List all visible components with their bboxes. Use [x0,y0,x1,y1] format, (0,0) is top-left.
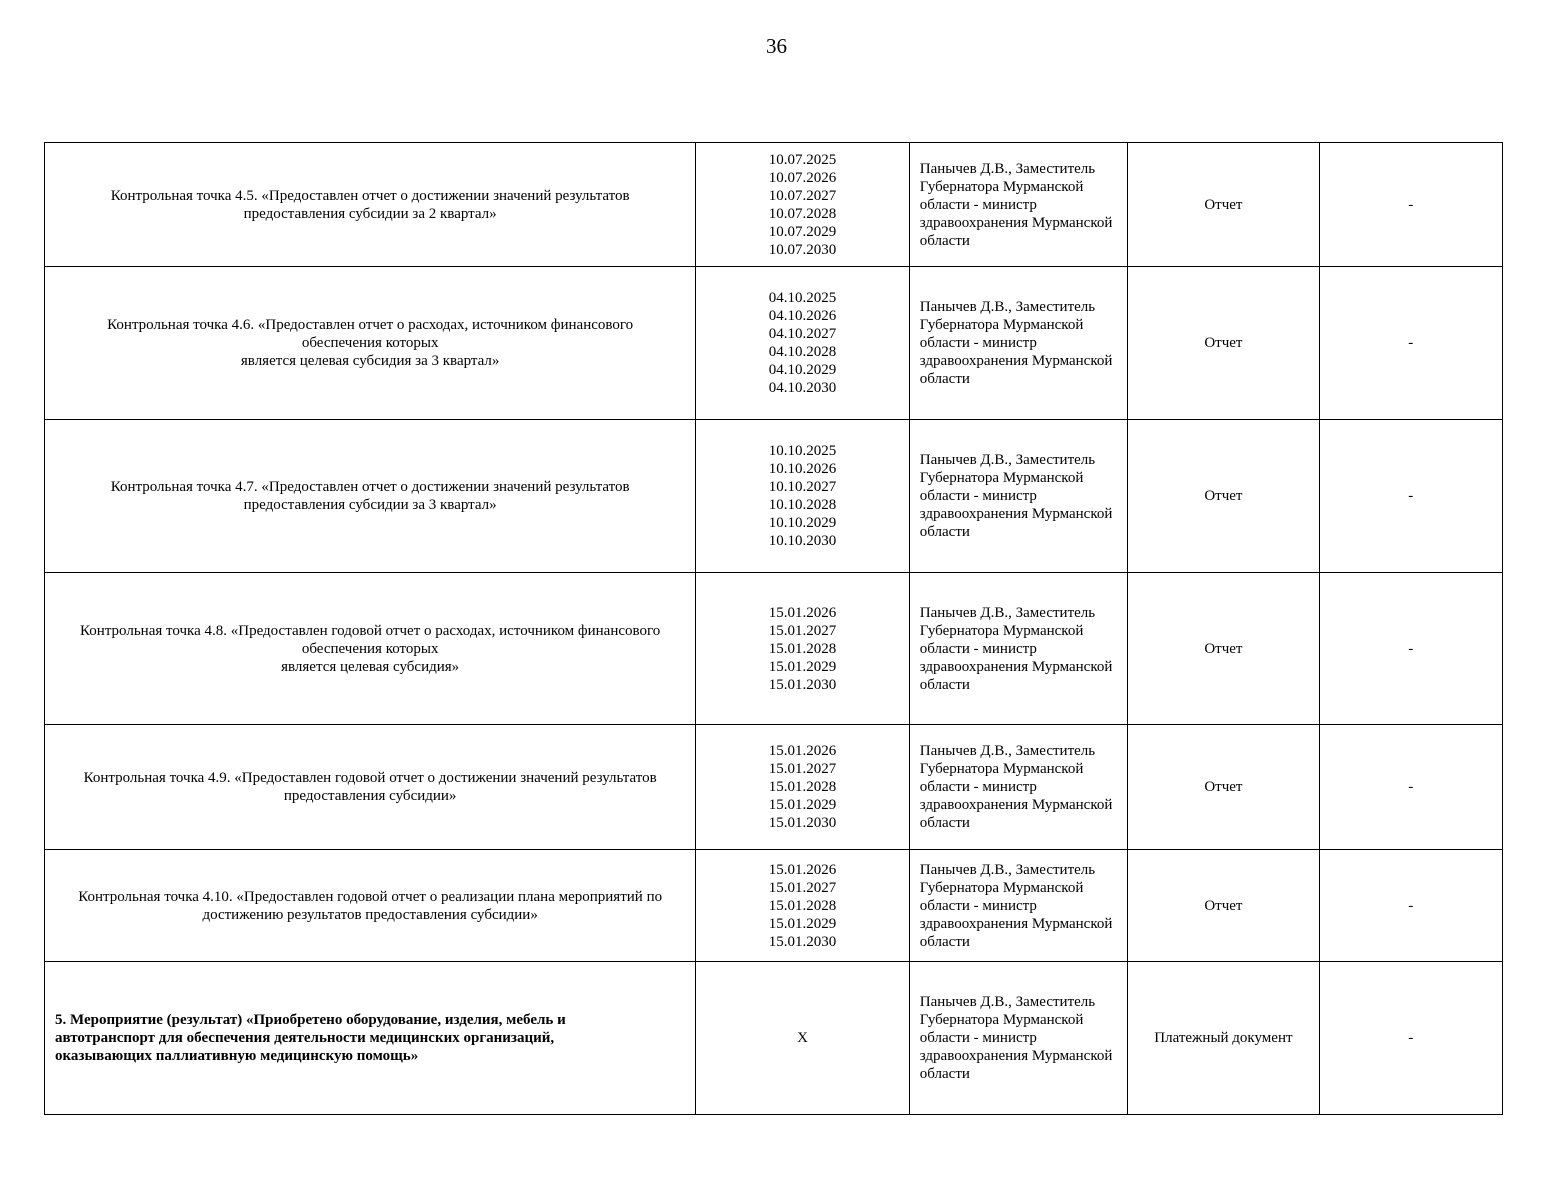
deadline-date: 10.07.2029 [768,223,837,240]
note-cell: - [1319,267,1502,420]
control-point-name-cell [45,725,696,850]
name-line: предоставления субсидии» [283,788,457,804]
deadline-date: 15.01.2027 [768,622,837,639]
event-title-cell [45,962,696,1115]
document-type-cell: Отчет [1128,573,1319,725]
deadline-date: 15.01.2026 [768,743,837,759]
deadline-dates-cell [696,267,909,420]
deadline-date: 10.07.2030 [768,241,837,258]
deadline-date: 10.10.2029 [768,515,837,531]
deadline-date: 10.07.2025 [768,151,837,168]
deadline-date: 04.10.2029 [768,362,837,378]
note-cell: - [1319,143,1502,267]
control-point-name-cell [45,573,696,725]
table-row [45,850,1503,962]
deadline-date: 10.10.2030 [768,533,837,549]
deadline-date: 10.10.2028 [768,497,837,513]
name-line: оказывающих паллиативную медицинскую помощь» [55,1048,419,1064]
deadline-date: 15.01.2028 [768,897,837,914]
control-point-name-cell [45,420,696,573]
deadline-dates-cell [696,573,909,725]
table-row [45,420,1503,573]
responsible-person-text: Панычев Д.В., Заместитель Губернатора Мурманской области - министр здравоохранения Мурманской области [919,299,1113,387]
responsible-person-cell [909,962,1127,1115]
responsible-person-text: Панычев Д.В., Заместитель Губернатора Мурманской области - министр здравоохранения Мурманской области [919,604,1113,693]
name-line: предоставления субсидии за 3 квартал» [243,497,497,513]
responsible-person-cell [909,725,1127,850]
deadline-date: 04.10.2028 [768,344,837,360]
deadline-date: 04.10.2026 [768,308,837,324]
deadline-date: 10.07.2026 [768,169,837,186]
deadline-date: 15.01.2028 [768,640,837,657]
name-line: Контрольная точка 4.6. «Предоставлен отчет о расходах, источником финансового [107,317,634,333]
name-line: Контрольная точка 4.7. «Предоставлен отчет о достижении значений результатов [110,479,630,495]
document-type-cell: Платежный документ [1128,962,1319,1115]
table-row [45,143,1503,267]
responsible-person-text: Панычев Д.В., Заместитель Губернатора Мурманской области - министр здравоохранения Мурманской области [919,452,1113,540]
responsible-person-text: Панычев Д.В., Заместитель Губернатора Мурманской области - министр здравоохранения Мурманской области [919,861,1113,950]
control-points-table [44,142,1503,1115]
responsible-person-cell [909,850,1127,962]
name-line: 5. Мероприятие (результат) «Приобретено оборудование, изделия, мебель и [55,1012,566,1028]
deadline-date: 04.10.2025 [768,290,837,306]
control-point-name-cell [45,267,696,420]
deadline-date: 15.01.2026 [768,861,837,878]
responsible-person-text: Панычев Д.В., Заместитель Губернатора Мурманской области - министр здравоохранения Мурманской области [919,743,1113,831]
responsible-person-cell [909,420,1127,573]
deadline-date: 10.07.2027 [768,187,837,204]
deadline-date: 15.01.2028 [768,779,837,795]
name-line: Контрольная точка 4.9. «Предоставлен годовой отчет о достижении значений результатов [83,770,657,786]
table-row [45,267,1503,420]
document-type-cell: Отчет [1128,143,1319,267]
name-line: Контрольная точка 4.8. «Предоставлен годовой отчет о расходах, источником финансового [80,622,661,639]
deadline-dates-cell [696,143,909,267]
name-line: является целевая субсидия за 3 квартал» [240,353,500,369]
deadline-date: 15.01.2030 [768,676,837,693]
table-body [45,143,1503,1115]
name-line: автотранспорт для обеспечения деятельности медицинских организаций, [55,1030,555,1046]
name-line: Контрольная точка 4.10. «Предоставлен годовой отчет о реализации плана мероприятий по [78,888,663,905]
note-cell: - [1319,725,1502,850]
deadline-date: 04.10.2027 [768,326,837,342]
deadline-date: 15.01.2026 [768,604,837,621]
responsible-person-text: Панычев Д.В., Заместитель Губернатора Мурманской области - министр здравоохранения Мурманской области [919,994,1113,1082]
deadline-date: X [797,1030,808,1046]
deadline-date: 15.01.2027 [768,879,837,896]
deadline-date: 15.01.2029 [768,658,837,675]
table-row [45,962,1503,1115]
note-cell: - [1319,420,1502,573]
deadline-date: 15.01.2029 [768,797,837,813]
deadline-date: 15.01.2030 [768,933,837,950]
deadline-dates-cell [696,420,909,573]
deadline-dates-cell [696,962,909,1115]
deadline-date: 10.10.2025 [768,443,837,459]
deadline-date: 10.10.2027 [768,479,837,495]
note-cell: - [1319,573,1502,725]
document-type-cell: Отчет [1128,267,1319,420]
name-line: Контрольная точка 4.5. «Предоставлен отчет о достижении значений результатов [110,187,630,204]
deadline-date: 10.07.2028 [768,205,837,222]
name-line: обеспечения которых [301,640,439,657]
table-row [45,725,1503,850]
note-cell: - [1319,850,1502,962]
deadline-dates-cell [696,850,909,962]
name-line: является целевая субсидия» [281,658,460,675]
deadline-date: 15.01.2030 [768,815,837,831]
responsible-person-cell [909,143,1127,267]
name-line: достижению результатов предоставления субсидии» [202,906,538,923]
control-point-name-cell [45,143,696,267]
control-point-name-cell [45,850,696,962]
deadline-date: 04.10.2030 [768,380,837,396]
deadline-date: 15.01.2027 [768,761,837,777]
document-type-cell: Отчет [1128,420,1319,573]
deadline-date: 15.01.2029 [768,915,837,932]
deadline-date: 10.10.2026 [768,461,837,477]
page-number: 36 [766,34,787,58]
deadline-dates-cell [696,725,909,850]
note-cell: - [1319,962,1502,1115]
document-type-cell: Отчет [1128,850,1319,962]
responsible-person-text: Панычев Д.В., Заместитель Губернатора Мурманской области - министр здравоохранения Мурманской области [919,160,1113,249]
name-line: обеспечения которых [301,335,439,351]
name-line: предоставления субсидии за 2 квартал» [243,205,497,222]
table-row [45,573,1503,725]
responsible-person-cell [909,267,1127,420]
document-type-cell: Отчет [1128,725,1319,850]
responsible-person-cell [909,573,1127,725]
